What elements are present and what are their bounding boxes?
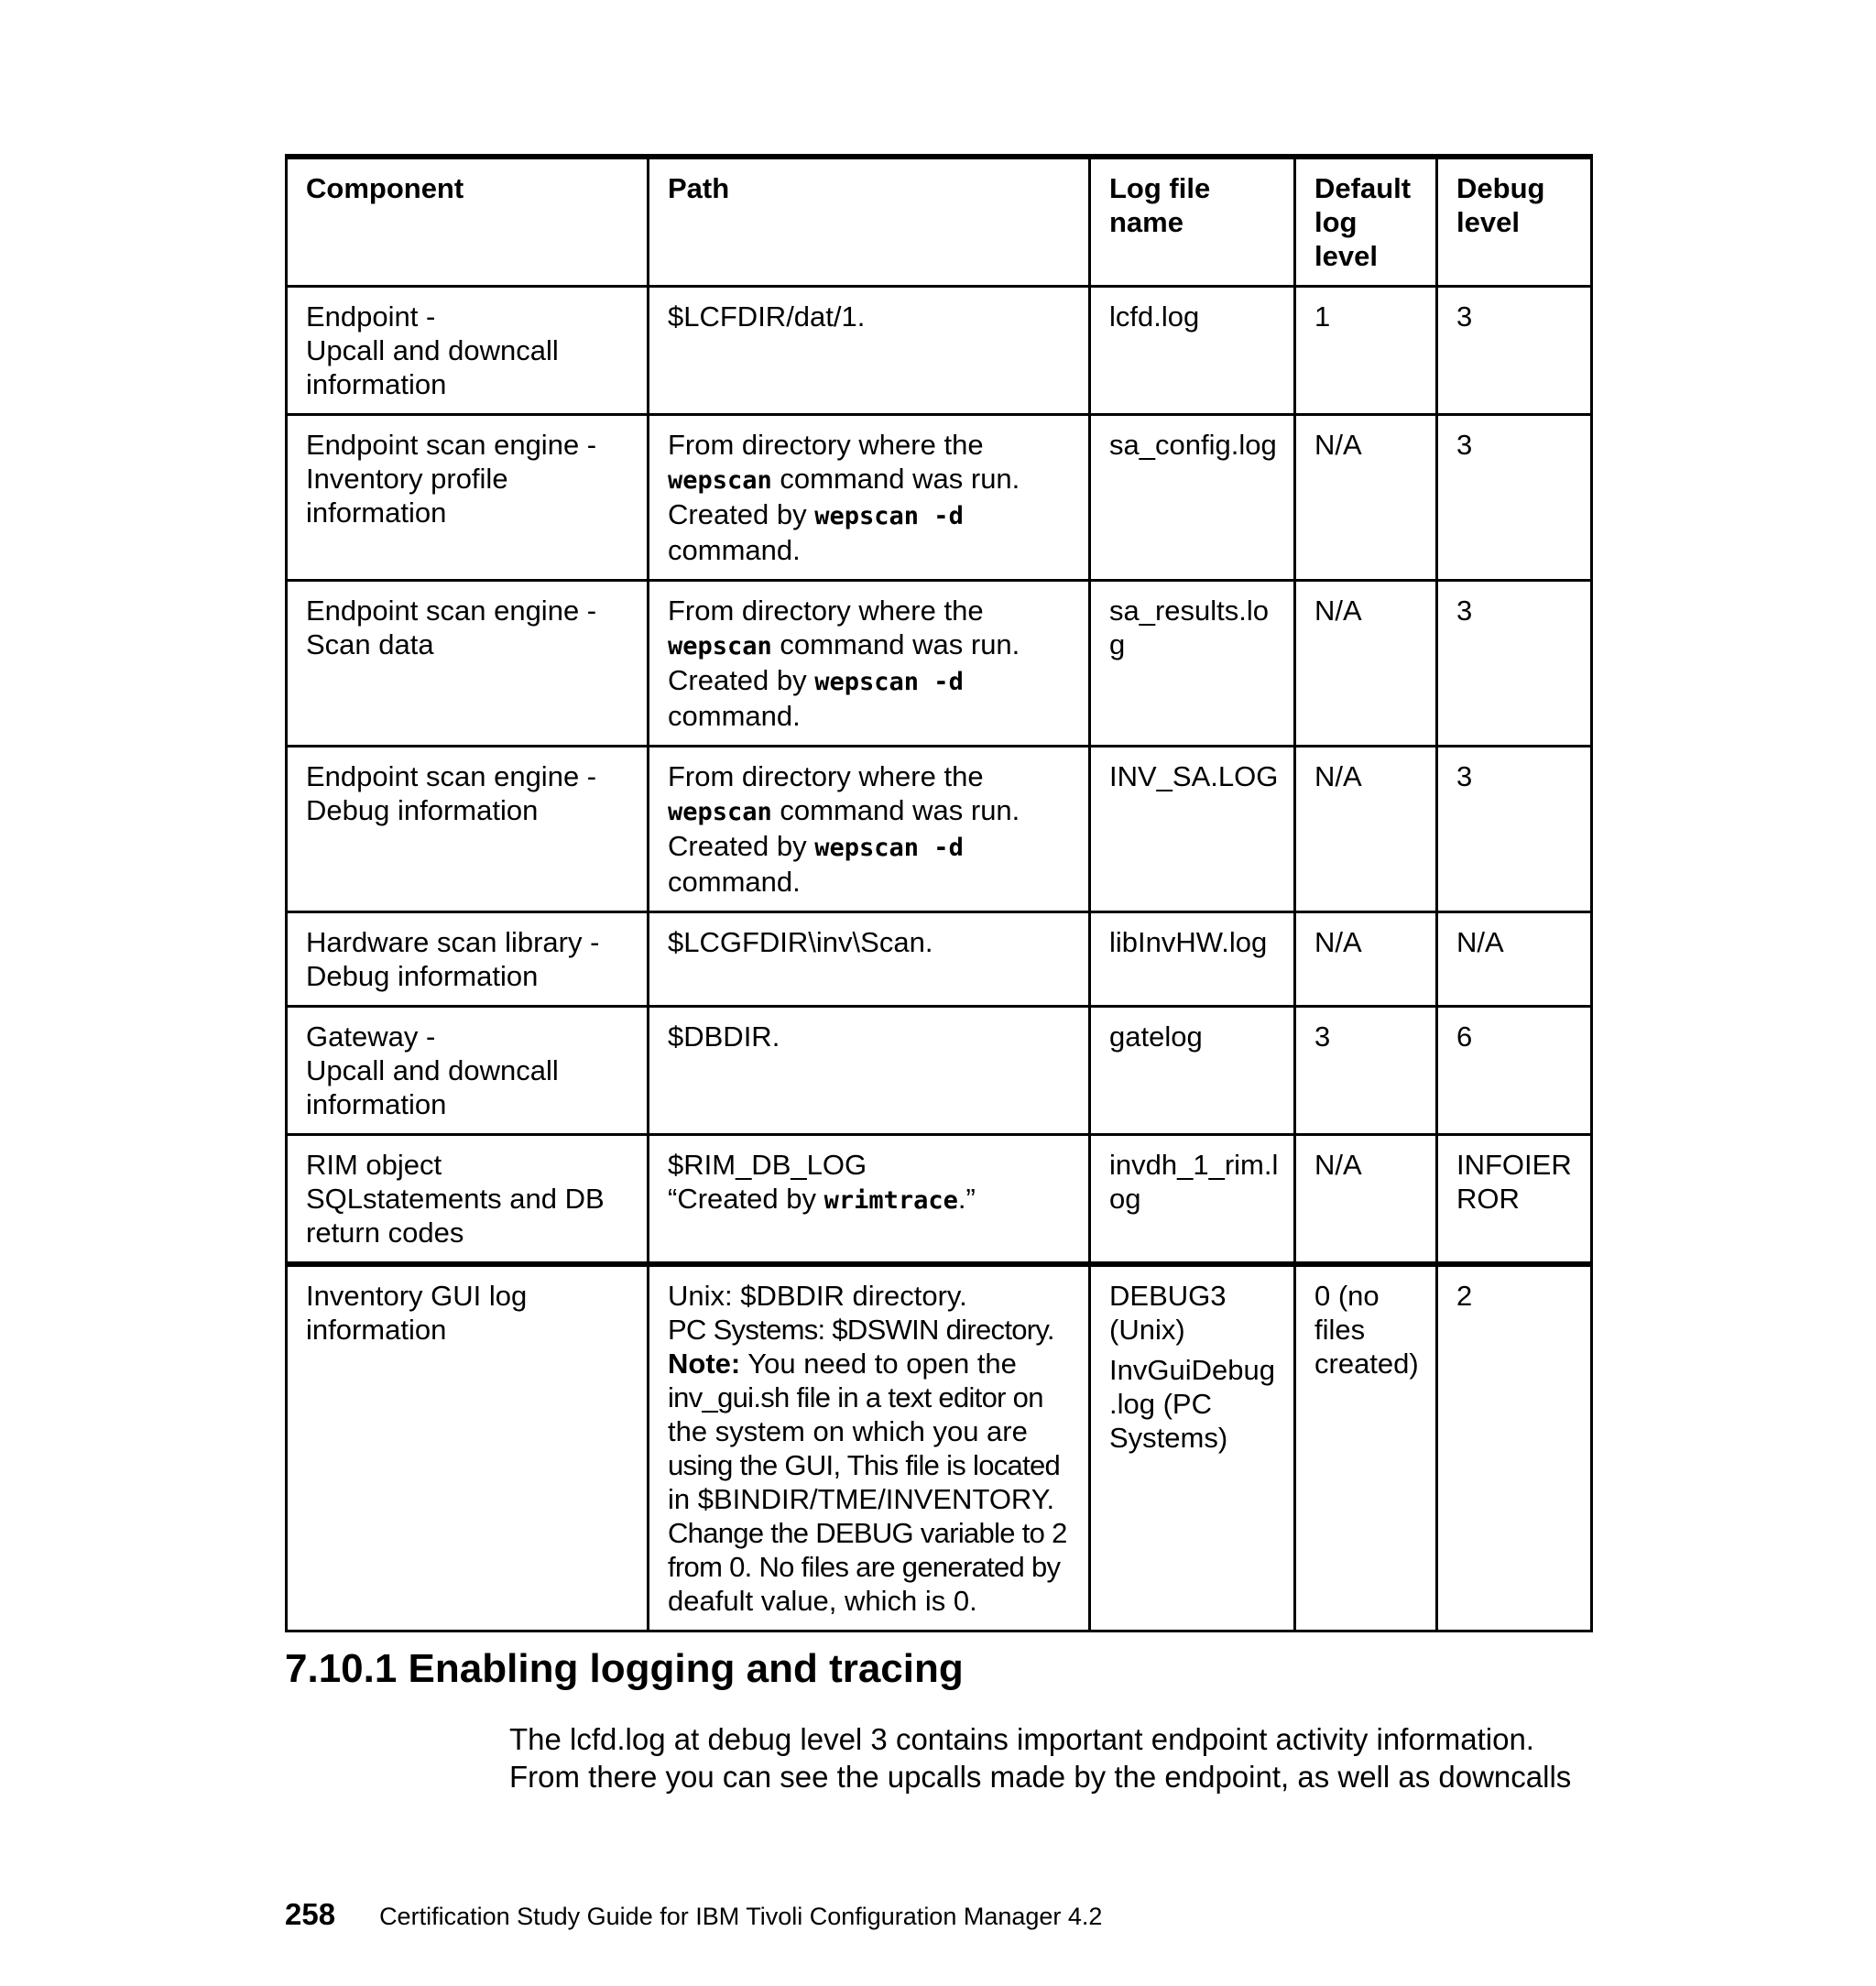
cell-debug-level: 6 — [1437, 1007, 1592, 1135]
cell-default-level: 1 — [1295, 287, 1437, 415]
page-footer — [285, 1898, 1102, 1933]
cell-path: $DBDIR. — [649, 1007, 1090, 1135]
header-default-log-level: Default log level — [1295, 157, 1437, 287]
cell-log-file: sa_config.log — [1090, 415, 1295, 581]
cell-default-level: N/A — [1295, 747, 1437, 912]
cell-path: Unix: $DBDIR directory. PC Systems: $DSWIN directory. Note: You need to open the inv_gui.sh file in a text editor on the system on which you are using the GUI, This file is located in $BINDIR/TME/INVENTORY. Change the DEBUG variable to 2 from 0. No files are generated by deafult value, which is 0. — [649, 1264, 1090, 1631]
cell-debug-level: 2 — [1437, 1264, 1592, 1631]
page-number: 258 — [285, 1897, 336, 1931]
command-text: wepscan — [668, 632, 772, 660]
cell-log-file: sa_results.lo g — [1090, 581, 1295, 747]
table-row — [287, 415, 1592, 581]
book-title: Certification Study Guide for IBM Tivoli Configuration Manager 4.2 — [379, 1903, 1103, 1930]
header-debug-level: Debug level — [1437, 157, 1592, 287]
command-text: wepscan -d — [814, 502, 964, 530]
cell-path: $LCGFDIR\inv\Scan. — [649, 912, 1090, 1007]
command-text: wepscan — [668, 466, 772, 495]
cell-log-file: lcfd.log — [1090, 287, 1295, 415]
table-row — [287, 581, 1592, 747]
cell-component: Endpoint scan engine - Scan data — [287, 581, 649, 747]
cell-log-file: DEBUG3 (Unix) InvGuiDebug .log (PC Systems) — [1090, 1264, 1295, 1631]
cell-component: Endpoint scan engine - Debug information — [287, 747, 649, 912]
table-row — [287, 287, 1592, 415]
cell-default-level: N/A — [1295, 912, 1437, 1007]
cell-debug-level: 3 — [1437, 287, 1592, 415]
cell-debug-level: 3 — [1437, 415, 1592, 581]
note-label: Note: — [668, 1348, 741, 1380]
header-path: Path — [649, 157, 1090, 287]
cell-component: Endpoint scan engine - Inventory profile information — [287, 415, 649, 581]
cell-log-file: invdh_1_rim.l og — [1090, 1135, 1295, 1265]
cell-debug-level: INFOIER ROR — [1437, 1135, 1592, 1265]
command-text: wepscan — [668, 798, 772, 826]
cell-log-file: INV_SA.LOG — [1090, 747, 1295, 912]
cell-component: Endpoint - Upcall and downcall information — [287, 287, 649, 415]
cell-debug-level: N/A — [1437, 912, 1592, 1007]
section-heading: 7.10.1 Enabling logging and tracing — [285, 1646, 964, 1691]
table-row — [287, 912, 1592, 1007]
header-log-file-name: Log file name — [1090, 157, 1295, 287]
cell-default-level: N/A — [1295, 1135, 1437, 1265]
cell-default-level: N/A — [1295, 581, 1437, 747]
log-files-table — [285, 154, 1593, 1632]
command-text: wepscan -d — [814, 834, 964, 862]
cell-component: Gateway - Upcall and downcall information — [287, 1007, 649, 1135]
table-header-row — [287, 157, 1592, 287]
cell-path: From directory where the wepscan command was run. Created by wepscan -d command. — [649, 415, 1090, 581]
body-paragraph: The lcfd.log at debug level 3 contains important endpoint activity information. From there you can see the upcalls made by the endpoint, as well as downcalls — [509, 1722, 1572, 1794]
command-text: wrimtrace — [823, 1186, 958, 1215]
cell-path: $RIM_DB_LOG “Created by wrimtrace.” — [649, 1135, 1090, 1265]
cell-component: RIM object SQLstatements and DB return codes — [287, 1135, 649, 1265]
cell-path: From directory where the wepscan command was run. Created by wepscan -d command. — [649, 581, 1090, 747]
cell-log-file: libInvHW.log — [1090, 912, 1295, 1007]
table-row — [287, 1007, 1592, 1135]
cell-component: Inventory GUI log information — [287, 1264, 649, 1631]
cell-path: From directory where the wepscan command was run. Created by wepscan -d command. — [649, 747, 1090, 912]
table-row — [287, 1135, 1592, 1265]
cell-log-file: gatelog — [1090, 1007, 1295, 1135]
command-text: wepscan -d — [814, 668, 964, 696]
table-row — [287, 1264, 1592, 1631]
cell-debug-level: 3 — [1437, 581, 1592, 747]
cell-default-level: 0 (no files created) — [1295, 1264, 1437, 1631]
cell-component: Hardware scan library - Debug information — [287, 912, 649, 1007]
header-component: Component — [287, 157, 649, 287]
cell-default-level: N/A — [1295, 415, 1437, 581]
cell-debug-level: 3 — [1437, 747, 1592, 912]
cell-path: $LCFDIR/dat/1. — [649, 287, 1090, 415]
table-row — [287, 747, 1592, 912]
cell-default-level: 3 — [1295, 1007, 1437, 1135]
